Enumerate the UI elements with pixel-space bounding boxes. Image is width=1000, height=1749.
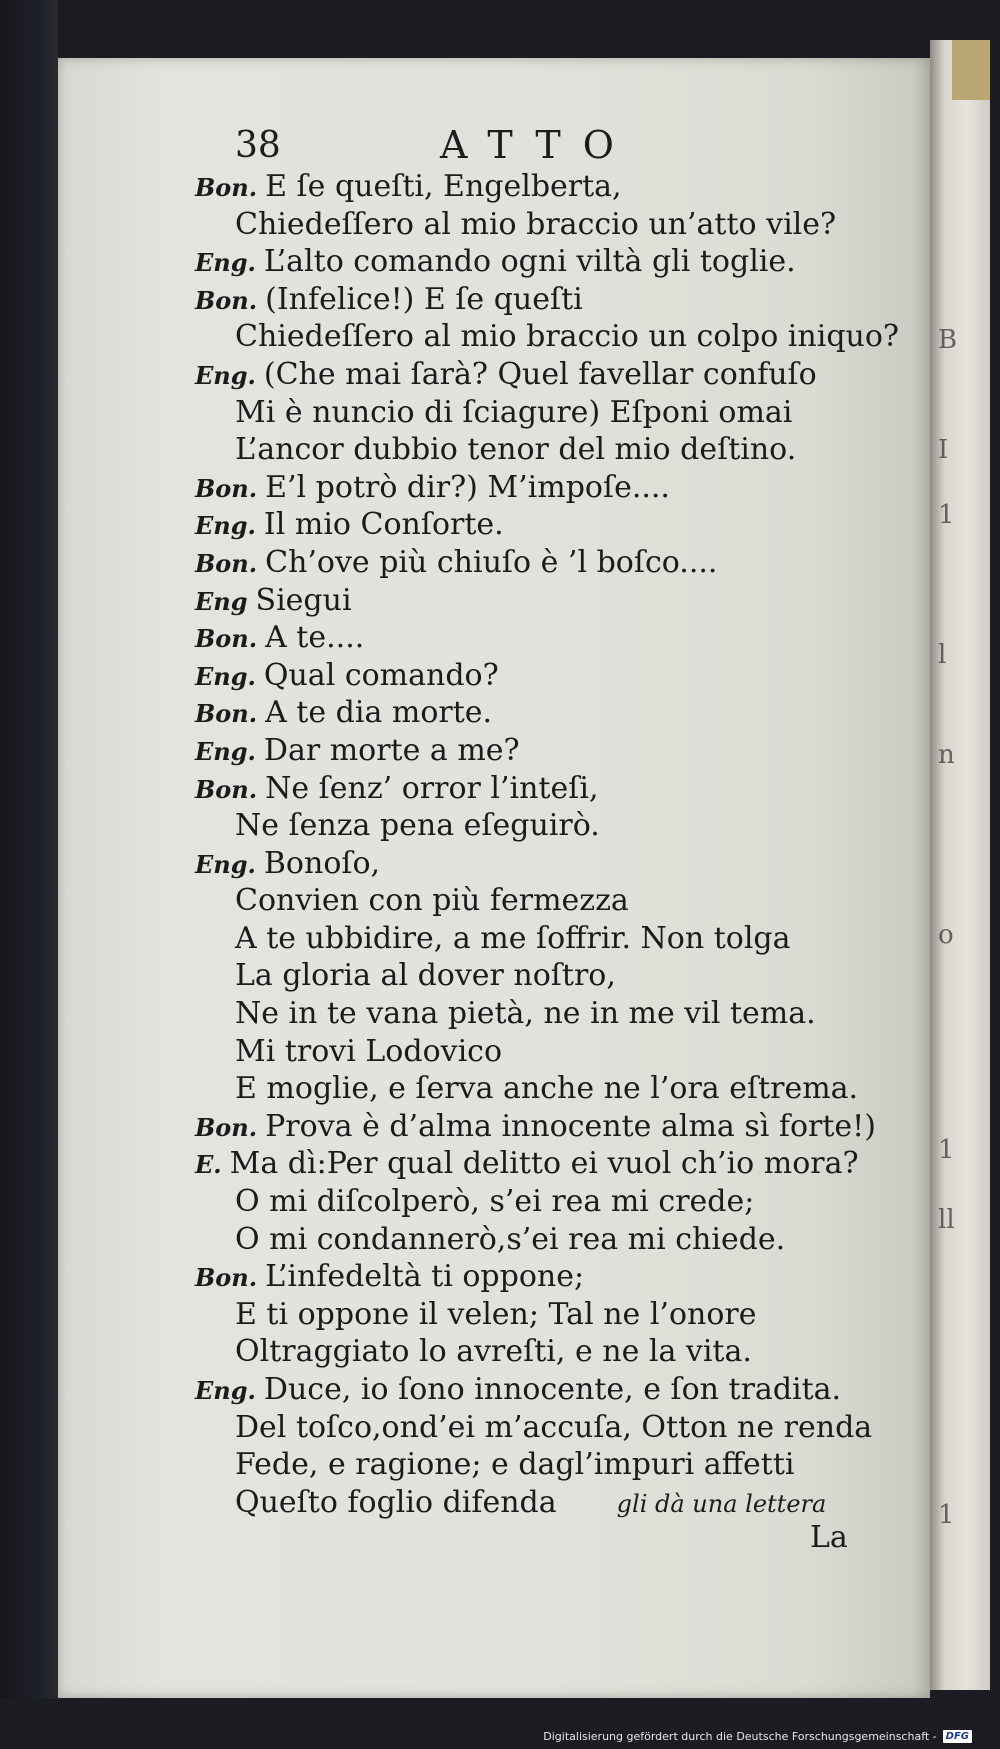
verse-text: E’l potrò dir?) M’impoſe.... — [265, 469, 670, 505]
credit-text: Digitalisierung gefördert durch die Deutsche Forschungsgemeinschaft - — [543, 1730, 937, 1743]
verse-text: La gloria al dover noſtro, — [235, 958, 616, 994]
text-line — [195, 281, 915, 319]
verse-text: Ma dì:Per qual delitto ei vuol ch’io mora? — [229, 1146, 859, 1182]
text-line — [195, 920, 915, 958]
speaker-label: Bon. — [195, 624, 258, 654]
verse-text: Ne ſenza pena eſeguirò. — [235, 808, 600, 844]
verse-text: Mi trovi Lodovico — [235, 1033, 503, 1069]
text-line — [195, 1183, 915, 1221]
speaker-label: Bon. — [195, 1112, 258, 1142]
bleed-through-glyph: 1 — [938, 1135, 955, 1165]
verse-text: Chiedeſſero al mio braccio un’atto vile? — [235, 206, 837, 242]
binding-strip — [952, 40, 990, 100]
verse-text: L’alto comando ogni viltà gli toglie. — [263, 244, 796, 280]
speaker-label: Bon. — [195, 173, 258, 202]
verse-text: L’ancor dubbio tenor del mio deſtino. — [235, 432, 797, 468]
verse-text: A te ubbidire, a me ſoffrir. Non tolga — [235, 920, 791, 956]
scan-background-left — [0, 0, 58, 1749]
speaker-label: Eng. — [195, 736, 256, 766]
text-line — [195, 732, 915, 770]
text-line — [195, 845, 915, 883]
text-line — [195, 882, 915, 920]
text-line — [195, 619, 915, 657]
text-line — [195, 1484, 915, 1522]
speaker-label: E. — [195, 1150, 222, 1180]
text-line — [195, 1258, 915, 1296]
verse-text: Mi è nuncio di ſciagure) Eſponi omai — [235, 394, 793, 430]
text-line — [195, 1070, 915, 1108]
page-number: 38 — [235, 125, 281, 166]
scan-background-bottom — [0, 1699, 1000, 1749]
verse-text: O mi diſcolperò, s’ei rea mi crede; — [235, 1184, 755, 1220]
text-line — [195, 394, 915, 432]
bleed-through-glyph: 1 — [938, 500, 955, 530]
verse-text: L’infedeltà ti oppone; — [265, 1259, 585, 1295]
text-line — [195, 1333, 915, 1371]
verse-text: Bonoſo, — [263, 845, 381, 881]
text-line — [195, 1409, 915, 1447]
text-line — [195, 1446, 915, 1484]
verse-text: Chiedeſſero al mio braccio un colpo iniquo? — [235, 319, 899, 355]
speaker-label: Eng. — [195, 661, 256, 691]
bleed-through-glyph: l — [938, 640, 947, 670]
facing-page-edge — [930, 40, 990, 1690]
speaker-label: Eng. — [195, 849, 256, 879]
text-line — [195, 431, 915, 469]
verse-text: Del toſco,ond’ei m’accuſa, Otton ne renda — [235, 1409, 873, 1445]
text-line — [195, 506, 915, 544]
verse-text: (Infelice!) E ſe queſti — [265, 281, 583, 317]
text-line — [195, 957, 915, 995]
text-line — [195, 694, 915, 732]
text-line — [195, 544, 915, 582]
verse-text: Queſto foglio difenda — [235, 1484, 557, 1520]
verse-text: E moglie, e ſerva anche ne l’ora eſtrema. — [235, 1071, 859, 1107]
text-line — [195, 995, 915, 1033]
verse-text: Ch’ove più chiuſo è ’l boſco.... — [265, 544, 718, 580]
text-line — [195, 1371, 915, 1409]
verse-text: Il mio Conſorte. — [263, 507, 504, 543]
text-line — [195, 1033, 915, 1071]
text-line — [195, 1108, 915, 1146]
verse-text: E ti oppone il velen; Tal ne l’onore — [235, 1296, 757, 1332]
catchword: La — [810, 1520, 848, 1555]
speaker-label: Bon. — [195, 473, 258, 503]
speaker-label: Eng. — [195, 248, 256, 278]
verse-text: E ſe queſti, Engelberta, — [265, 169, 622, 204]
play-text — [195, 168, 915, 1521]
speaker-label: Eng. — [195, 360, 256, 390]
verse-text: Ne in te vana pietà, ne in me vil tema. — [235, 996, 816, 1032]
speaker-label: Eng. — [195, 1376, 256, 1405]
verse-text: (Che mai ſarà? Quel favellar confuſo — [263, 356, 817, 392]
verse-text: Ne ſenz’ orror l’inteſi, — [265, 770, 599, 806]
verse-text: A te.... — [265, 620, 365, 656]
speaker-label: Bon. — [195, 1263, 258, 1293]
running-title: ATTO — [440, 123, 636, 167]
speaker-label: Eng. — [195, 511, 256, 541]
bleed-through-glyph: ll — [938, 1205, 955, 1235]
verse-text: Fede, e ragione; e dagl’impuri affetti — [235, 1447, 795, 1483]
text-line — [195, 318, 915, 356]
verse-text: Siegui — [255, 582, 352, 618]
bleed-through-glyph: I — [938, 435, 949, 465]
speaker-label: Eng — [195, 586, 248, 616]
bleed-through-glyph: o — [938, 920, 954, 950]
verse-text: O mi condannerò,s’ei rea mi chiede. — [235, 1221, 786, 1257]
text-line — [195, 657, 915, 695]
stage-direction: gli dà una lettera — [616, 1489, 827, 1518]
text-line — [195, 1145, 915, 1183]
text-line — [195, 206, 915, 244]
speaker-label: Bon. — [195, 774, 258, 804]
text-line — [195, 168, 915, 206]
speaker-label: Bon. — [195, 699, 258, 729]
verse-text: Oltraggiato lo avreſti, e ne la vita. — [235, 1334, 752, 1370]
verse-text: A te dia morte. — [265, 695, 493, 731]
verse-text: Qual comando? — [263, 657, 499, 693]
verse-text: Dar morte a me? — [263, 732, 520, 768]
text-line — [195, 1296, 915, 1334]
text-line — [195, 243, 915, 281]
bleed-through-glyph: 1 — [938, 1500, 955, 1530]
text-line — [195, 807, 915, 845]
verse-text: Prova è d’alma innocente alma sì forte!) — [265, 1108, 876, 1144]
dfg-logo: DFG — [943, 1730, 972, 1743]
text-line — [195, 582, 915, 620]
bleed-through-glyph: n — [938, 740, 955, 770]
text-line — [195, 469, 915, 507]
text-line — [195, 1221, 915, 1259]
verse-text: Convien con più fermezza — [235, 883, 629, 919]
text-line — [195, 356, 915, 394]
speaker-label: Bon. — [195, 285, 258, 315]
speaker-label: Bon. — [195, 548, 258, 578]
bleed-through-glyph: B — [938, 325, 958, 355]
digitization-credit — [543, 1730, 972, 1743]
text-line — [195, 770, 915, 808]
verse-text: Duce, io ſono innocente, e ſon tradita. — [263, 1372, 842, 1407]
